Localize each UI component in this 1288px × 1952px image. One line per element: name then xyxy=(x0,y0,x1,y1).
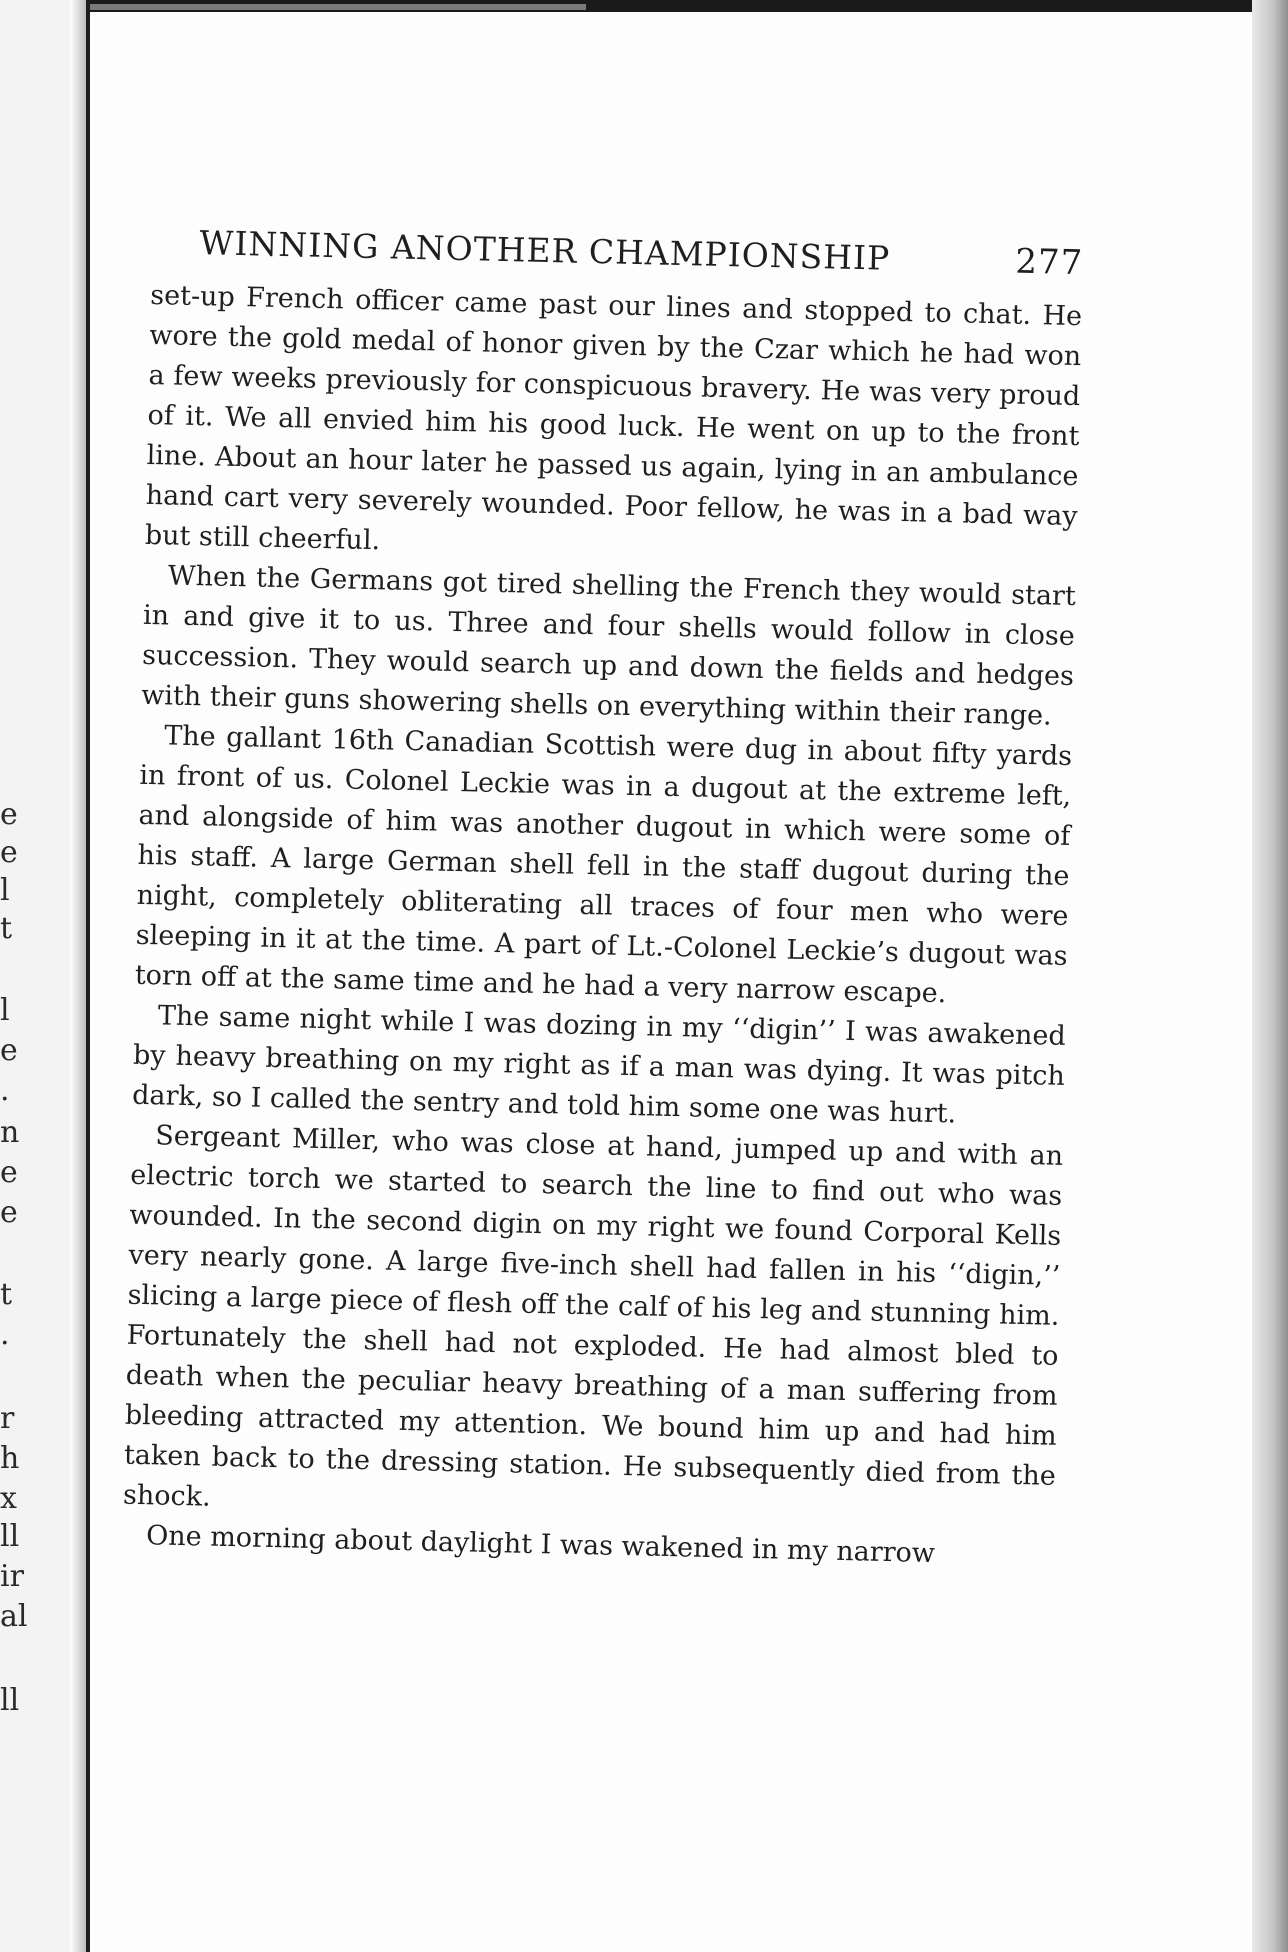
prev-fragment: e xyxy=(0,1195,18,1230)
paragraph: set-up French officer came past our lines and stopped to chat. He wore the gold medal of honor given by the Czar which he had won a few weeks previously for conspicuous bravery. He was very proud of it. We all envied him his good luck. He went on up to the front line. About an hour later he passed us again, lying in an ambulance hand cart very severely wounded. Poor fellow, he was in a bad way but still cheerful. xyxy=(144,279,1083,557)
paragraph: One morning about daylight I was wakened in my narrow xyxy=(145,1520,936,1570)
prev-fragment: e xyxy=(0,1155,18,1190)
prev-fragment: e xyxy=(0,797,18,832)
prev-fragment: n xyxy=(0,1115,20,1150)
prev-fragment: e xyxy=(0,1033,18,1068)
prev-fragment: . xyxy=(0,1317,10,1352)
prev-fragment: t xyxy=(0,1277,13,1312)
running-header-title: WINNING ANOTHER CHAMPIONSHIP xyxy=(199,223,891,278)
paragraph: When the Germans got tired shelling the French they would start in and give it to us. Three and four shells would follow in close succession. They would search up and down the fields and hedges with their guns showering shells on everything within their range. xyxy=(140,560,1077,732)
top-binding-strip xyxy=(86,0,1288,12)
prev-fragment: al xyxy=(0,1599,28,1634)
prev-fragment: ll xyxy=(0,1519,20,1554)
prev-fragment: ll xyxy=(0,1683,20,1718)
right-page-stack-edge xyxy=(1252,0,1288,1952)
prev-fragment: . xyxy=(0,1073,10,1108)
paragraph: Sergeant Miller, who was close at hand, jumped up and with an electric torch we started to search the line to find out who was wounded. In the second digin on my right we found Corporal Kells very nearly gone. A large five-inch shell had fallen in his ‘‘digin,’’ slicing a large piece of flesh off the calf of his leg and stunning him. Fortunately the shell had not exploded. He had almost bled to death when the peculiar heavy breathing of a man suffering from bleeding attracted my attention. We bound him up and had him taken back to the dressing station. He subsequently died from the shock. xyxy=(122,1120,1064,1513)
paragraph: The gallant 16th Canadian Scottish were dug in about fifty yards in front of us. Colonel Leckie was in a dugout at the extreme left, and alongside of him was another dugout in which were some of his staff. A large German shell fell in the staff dugout during the night, completely obliterating all traces of four men who were sleeping in it at the time. A part of Lt.-Colonel Leckie’s dugout was torn off at the same time and he had a very narrow escape. xyxy=(134,720,1073,1010)
prev-fragment: h xyxy=(0,1441,20,1476)
page-number: 277 xyxy=(1014,241,1084,284)
previous-page-edge xyxy=(0,0,90,1952)
page-text-block xyxy=(122,222,1084,1577)
previous-page-fragments xyxy=(0,0,86,1952)
prev-fragment: ir xyxy=(0,1559,24,1594)
prev-fragment: l xyxy=(0,873,10,908)
prev-fragment: e xyxy=(0,835,18,870)
prev-fragment: l xyxy=(0,993,10,1028)
prev-fragment: x xyxy=(0,1481,17,1516)
prev-fragment: r xyxy=(0,1401,15,1436)
prev-fragment: t xyxy=(0,911,13,946)
paragraph: The same night while I was dozing in my ‘‘digin’’ I was awakened by heavy breathing on my right as if a man was dying. It was pitch dark, so I called the sentry and told him some one was hurt. xyxy=(131,1000,1067,1130)
